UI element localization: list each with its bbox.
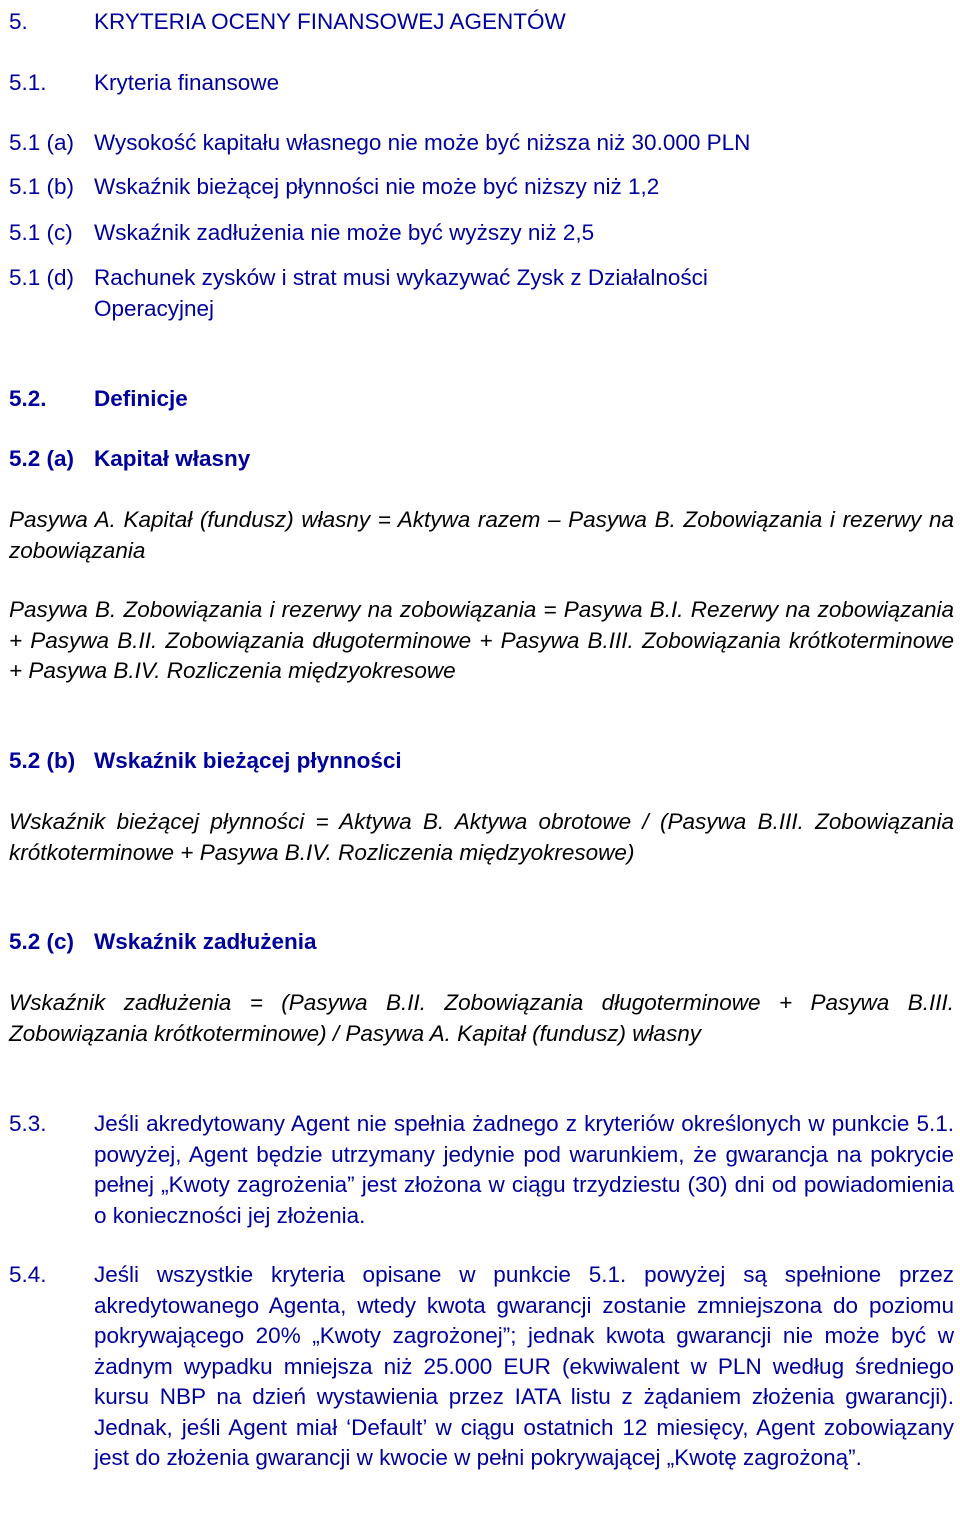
section-5-2-number: 5.2. xyxy=(9,386,47,411)
section-5-number: 5. xyxy=(9,9,28,34)
definition-title: Wskaźnik bieżącej płynności xyxy=(94,748,402,773)
section-5-3-number: 5.3. xyxy=(9,1111,47,1136)
section-5-title: KRYTERIA OCENY FINANSOWEJ AGENTÓW xyxy=(94,9,566,34)
section-5-2-title: Definicje xyxy=(94,386,188,411)
definition-number: 5.2 (c) xyxy=(9,929,75,954)
criterion-number: 5.1 (a) xyxy=(9,130,75,155)
criterion-number: 5.1 (b) xyxy=(9,174,75,199)
definition-title: Kapitał własny xyxy=(94,446,251,471)
section-5-4-number: 5.4. xyxy=(9,1262,47,1287)
criterion-text: Wskaźnik zadłużenia nie może być wyższy niż 2,5 xyxy=(94,220,595,245)
definition-number: 5.2 (b) xyxy=(9,748,76,773)
criterion-number: 5.1 (c) xyxy=(9,220,73,245)
liabilities-formula: Pasywa B. Zobowiązania i rezerwy na zobowiązania = Pasywa B.I. Rezerwy na zobowiązania + Pasywa B.II. Zobowiązania długoterminowe + Pasywa B.III. Zobowiązania krótkoterminowe + Pasywa B.IV. Rozliczenia międzyokresowe xyxy=(9,597,954,683)
criterion-text: Wskaźnik bieżącej płynności nie może być niższy niż 1,2 xyxy=(94,174,660,199)
criterion-text: Wysokość kapitału własnego nie może być niższa niż 30.000 PLN xyxy=(94,130,751,155)
definition-title: Wskaźnik zadłużenia xyxy=(94,929,317,954)
section-5-3-text: Jeśli akredytowany Agent nie spełnia żadnego z kryteriów określonych w punkcie 5.1. powyżej, Agent będzie utrzymany jedynie pod warunkiem, że gwarancja na pokrycie pełnej „Kwoty zagrożenia” jest złożona w ciągu trzydziestu (30) dni od powiadomienia o konieczności jej złożenia. xyxy=(94,1111,954,1228)
section-5-1-number: 5.1. xyxy=(9,70,47,95)
liquidity-formula: Wskaźnik bieżącej płynności = Aktywa B. Aktywa obrotowe / (Pasywa B.III. Zobowiązania krótkoterminowe + Pasywa B.IV. Rozliczenia międzyokresowe) xyxy=(9,809,954,865)
definition-number: 5.2 (a) xyxy=(9,446,75,471)
equity-formula: Pasywa A. Kapitał (fundusz) własny = Aktywa razem – Pasywa B. Zobowiązania i rezerwy na zobowiązania xyxy=(9,507,954,563)
debt-ratio-formula: Wskaźnik zadłużenia = (Pasywa B.II. Zobowiązania długoterminowe + Pasywa B.III. Zobowiązania krótkoterminowe) / Pasywa A. Kapitał (fundusz) własny xyxy=(9,990,954,1046)
criterion-text: Rachunek zysków i strat musi wykazywać Zysk z Działalności Operacyjnej xyxy=(94,265,708,321)
section-5-4-text: Jeśli wszystkie kryteria opisane w punkcie 5.1. powyżej są spełnione przez akredytowanego Agenta, wtedy kwota gwarancji zostanie zmniejszona do poziomu pokrywającego 20% „Kwoty zagrożonej”; jednak kwota gwarancji nie może być w żadnym wypadku mniejsza niż 25.000 EUR (ekwiwalent w PLN według średniego kursu NBP na dzień wystawienia przez IATA listu z żądaniem złożenia gwarancji). Jednak, jeśli Agent miał ‘Default’ w ciągu ostatnich 12 miesięcy, Agent zobowiązany jest do złożenia gwarancji w kwocie w pełni pokrywającej „Kwotę zagrożoną”. xyxy=(94,1262,954,1470)
section-5-1-title: Kryteria finansowe xyxy=(94,70,280,95)
criterion-number: 5.1 (d) xyxy=(9,265,75,290)
